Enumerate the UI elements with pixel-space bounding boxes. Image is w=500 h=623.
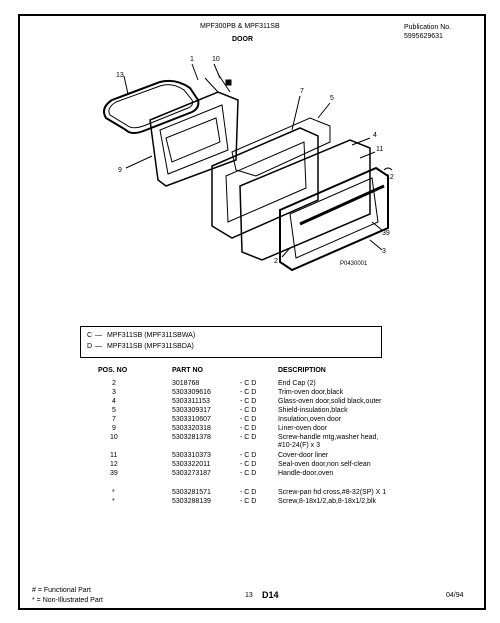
callout: 39 xyxy=(382,230,390,237)
desc-cell: Screw,8-18x1/2,ab,8-18x1/2,blk xyxy=(278,498,377,505)
page-code: D14 xyxy=(262,590,279,600)
code-cell: - C D xyxy=(240,407,257,414)
part-cell: 5303288139 xyxy=(172,498,211,505)
legend-code: D xyxy=(87,343,93,350)
legend-text: MPF311SB (MPF311SBWA) xyxy=(107,332,196,339)
part-cell: 5303310373 xyxy=(172,452,211,459)
callout: 7 xyxy=(300,88,304,95)
figure-code: P0430001 xyxy=(340,261,368,267)
part-cell: 5303311153 xyxy=(172,398,210,405)
pos-cell: 4 xyxy=(112,398,116,405)
pos-cell: 3 xyxy=(112,389,116,396)
code-cell: - C D xyxy=(240,470,257,477)
callout: 13 xyxy=(116,72,124,79)
model-legend: C — MPF311SB (MPF311SBWA) D — MPF311SB (MPF311SBDA) xyxy=(80,326,382,358)
pos-cell: 11 xyxy=(110,452,118,459)
part-cell: 5303273187 xyxy=(172,470,211,477)
legend-code: C xyxy=(87,332,93,339)
part-cell: 5303322011 xyxy=(172,461,211,468)
pos-cell: 10 xyxy=(110,434,118,441)
desc-cell: Insulation,oven door xyxy=(278,416,342,423)
table-row xyxy=(0,497,468,507)
desc-cell: Trim-oven door,black xyxy=(278,389,344,396)
legend-text: MPF311SB (MPF311SBDA) xyxy=(107,343,194,350)
code-cell: - C D xyxy=(240,498,257,505)
pos-cell: 39 xyxy=(110,470,118,477)
pos-cell: 9 xyxy=(112,425,116,432)
callout: 12 xyxy=(386,174,394,181)
desc-cell: End Cap (2) xyxy=(278,380,316,387)
pos-cell: * xyxy=(112,489,115,496)
callout: 1 xyxy=(190,56,194,63)
table-row xyxy=(0,441,468,451)
part-cell: 5303281378 xyxy=(172,434,211,441)
pos-cell: * xyxy=(112,498,115,505)
desc-cell: Cover-door liner xyxy=(278,452,329,459)
revision-date: 04/94 xyxy=(446,592,464,599)
callout: 4 xyxy=(373,132,377,139)
code-cell: - C D xyxy=(240,398,257,405)
part-cell: 3018768 xyxy=(172,380,200,387)
code-cell: - C D xyxy=(240,425,257,432)
pos-cell: 12 xyxy=(110,461,118,468)
code-cell: - C D xyxy=(240,380,257,387)
table-row xyxy=(0,469,468,479)
part-cell: 5303320318 xyxy=(172,425,211,432)
desc-cell: #10-24(F) x 3 xyxy=(278,442,321,449)
header-pos: POS. NO xyxy=(98,367,128,374)
callout: 10 xyxy=(212,56,220,63)
part-cell: 5303309317 xyxy=(172,407,211,414)
functional-part-note: # = Functional Part xyxy=(32,587,91,594)
callout: 2 xyxy=(274,258,278,265)
callout: 3 xyxy=(382,248,386,255)
publication-label: Publication No. xyxy=(404,24,452,31)
part-cell: 5303310607 xyxy=(172,416,211,423)
publication-number: 5995629631 xyxy=(404,33,443,40)
pos-cell: 5 xyxy=(112,407,116,414)
code-cell: - C D xyxy=(240,452,257,459)
desc-cell: Seal-oven door,non self-clean xyxy=(278,461,371,468)
non-illustrated-note: * = Non-Illustrated Part xyxy=(32,597,104,604)
model-title: MPF300PB & MPF311SB xyxy=(200,23,280,30)
header-desc: DESCRIPTION xyxy=(278,367,326,374)
desc-cell: Liner-oven door xyxy=(278,425,328,432)
desc-cell: Screw-handle mtg,washer head, xyxy=(278,434,379,441)
callout: 9 xyxy=(118,167,122,174)
desc-cell: Screw-pan hd cross,#8-32(SP) X 1 xyxy=(278,489,387,496)
code-cell: - C D xyxy=(240,434,257,441)
code-cell: - C D xyxy=(240,489,257,496)
part-cell: 5303309616 xyxy=(172,389,211,396)
callout: 5 xyxy=(330,95,334,102)
desc-cell: Shield-insulation,black xyxy=(278,407,348,414)
header-part: PART NO xyxy=(172,367,203,374)
desc-cell: Glass-oven door,solid black,outer xyxy=(278,398,382,405)
callout: 11 xyxy=(376,146,384,153)
page-number: 13 xyxy=(245,592,253,599)
table-header xyxy=(0,366,468,376)
pos-cell: 2 xyxy=(112,380,116,387)
code-cell: - C D xyxy=(240,389,257,396)
code-cell: - C D xyxy=(240,461,257,468)
pos-cell: 7 xyxy=(112,416,116,423)
code-cell: - C D xyxy=(240,416,257,423)
part-cell: 5303281571 xyxy=(172,489,211,496)
section-title: DOOR xyxy=(232,36,253,43)
desc-cell: Handle-door,oven xyxy=(278,470,334,477)
